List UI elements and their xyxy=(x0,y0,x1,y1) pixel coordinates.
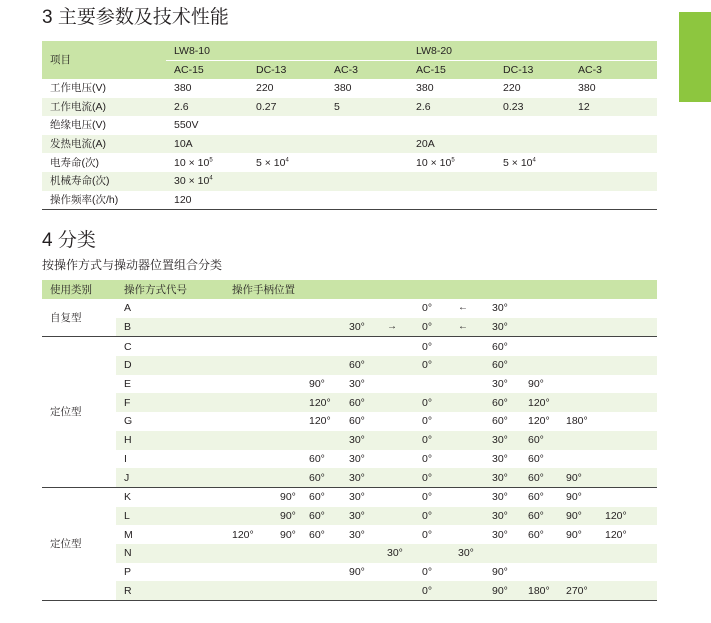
handle-position-cell xyxy=(597,563,657,582)
handle-position-cell: 90° xyxy=(558,507,597,526)
operation-code: P xyxy=(124,565,132,578)
handle-position-cell xyxy=(272,450,301,469)
direction-arrow: ← xyxy=(458,302,468,314)
handle-position-cell xyxy=(301,563,341,582)
handle-position-cell: 120° xyxy=(232,528,254,541)
handle-position-cell: 30° xyxy=(341,487,379,506)
operation-code: D xyxy=(116,356,224,375)
table-row xyxy=(42,468,657,487)
handle-position-cell xyxy=(450,468,484,487)
handle-position-cell xyxy=(414,375,450,394)
table-row xyxy=(42,431,657,450)
handle-position-cell xyxy=(597,412,657,431)
handle-position-cell: 30° xyxy=(349,452,365,465)
operation-code: L xyxy=(116,507,224,526)
handle-position-cell xyxy=(450,356,484,375)
row-label: 机械寿命(次) xyxy=(42,172,166,191)
row-label: 电寿命(次) xyxy=(50,156,99,169)
handle-position-cell: 0° xyxy=(414,393,450,412)
handle-position-cell: 30° xyxy=(349,528,365,541)
table-row xyxy=(42,356,657,375)
handle-position-cell xyxy=(597,431,657,450)
sub-header-dc-13: DC-13 xyxy=(495,61,570,80)
handle-position-cell: 30° xyxy=(492,452,508,465)
handle-position-cell: 30° xyxy=(450,544,484,563)
table-row xyxy=(42,153,657,172)
handle-position-cell xyxy=(272,393,301,412)
table-cell xyxy=(570,172,657,191)
table-row xyxy=(42,172,657,191)
table-row xyxy=(42,299,657,318)
table-row xyxy=(42,79,657,98)
handle-position-cell xyxy=(224,487,272,506)
handle-position-cell xyxy=(379,299,414,318)
table-row xyxy=(42,98,657,117)
section-4-title: 4 分类 xyxy=(42,230,96,251)
table-cell xyxy=(326,135,408,154)
handle-position-cell xyxy=(379,337,414,356)
table-cell: $5 \times 10^4$ xyxy=(503,156,536,169)
handle-position-cell: 0° xyxy=(414,318,450,337)
table-cell xyxy=(248,135,326,154)
handle-position-cell xyxy=(558,544,597,563)
handle-position-cell xyxy=(597,450,657,469)
sub-header-ac-15: AC-15 xyxy=(408,61,495,80)
table-cell: 20A xyxy=(408,135,495,154)
handle-position-cell: 120° xyxy=(605,528,627,541)
handle-position-cell xyxy=(301,431,341,450)
handle-position-cell xyxy=(301,581,341,600)
table-cell: 12 xyxy=(570,98,657,117)
table-row xyxy=(42,135,657,154)
handle-position-cell xyxy=(379,507,414,526)
handle-position-cell xyxy=(414,544,450,563)
handle-position-cell: 0° xyxy=(422,452,433,465)
direction-arrow: → xyxy=(379,318,414,337)
handle-position-cell: 30° xyxy=(341,318,379,337)
operation-code: F xyxy=(116,393,224,412)
table-cell: $30 \times 10^4$ xyxy=(166,172,248,191)
handle-position-cell xyxy=(520,337,558,356)
handle-position-cell xyxy=(558,299,597,318)
handle-position-cell xyxy=(379,356,414,375)
row-label: 操作频率(次/h) xyxy=(50,193,119,206)
table-cell xyxy=(570,153,657,172)
handle-position-cell xyxy=(558,563,597,582)
handle-position-cell: 90° xyxy=(528,378,544,391)
header-code: 操作方式代号 xyxy=(116,280,224,299)
handle-position-cell xyxy=(224,337,272,356)
handle-position-cell: 90° xyxy=(558,468,597,487)
direction-arrow: ← xyxy=(450,318,484,337)
handle-position-cell xyxy=(341,581,379,600)
handle-position-cell: 60° xyxy=(520,431,558,450)
parameters-table xyxy=(42,41,657,210)
handle-position-cell: 30° xyxy=(492,528,508,541)
table-cell: $10 \times 10^5$ xyxy=(416,156,455,169)
handle-position-cell: 30° xyxy=(484,431,520,450)
handle-position-cell: 90° xyxy=(349,565,365,578)
handle-position-cell: 120° xyxy=(528,415,550,428)
handle-position-cell: 0° xyxy=(414,337,450,356)
table-cell: $10 \times 10^5$ xyxy=(174,156,213,169)
handle-position-cell: 60° xyxy=(484,393,520,412)
handle-position-cell xyxy=(301,356,341,375)
table-cell: 220 xyxy=(503,82,521,95)
handle-position-cell: 120° xyxy=(309,415,331,428)
handle-position-cell: 90° xyxy=(309,378,325,391)
handle-position-cell: 120° xyxy=(597,507,657,526)
table-cell xyxy=(570,191,657,210)
table-row xyxy=(42,487,657,506)
table-row xyxy=(42,337,657,356)
handle-position-cell: 270° xyxy=(558,581,597,600)
handle-position-cell xyxy=(450,393,484,412)
handle-position-cell xyxy=(379,563,414,582)
sub-header-ac-3: AC-3 xyxy=(326,61,408,80)
handle-position-cell xyxy=(224,431,272,450)
handle-position-cell xyxy=(558,450,597,469)
handle-position-cell xyxy=(272,337,301,356)
handle-position-cell xyxy=(450,525,484,544)
table-cell xyxy=(326,116,408,135)
table-cell: 2.6 xyxy=(408,98,495,117)
handle-position-cell xyxy=(272,581,301,600)
handle-position-cell: 0° xyxy=(422,415,433,428)
handle-position-cell: 30° xyxy=(379,544,414,563)
handle-position-cell xyxy=(484,544,520,563)
handle-position-cell xyxy=(301,299,341,318)
handle-position-cell xyxy=(597,393,657,412)
section-3-title: 3 主要参数及技术性能 xyxy=(42,7,229,28)
handle-position-cell: 30° xyxy=(484,318,520,337)
table-cell: $5 \times 10^4$ xyxy=(256,156,289,169)
handle-position-cell xyxy=(224,299,272,318)
handle-position-cell: 0° xyxy=(422,528,433,541)
handle-position-cell: 180° xyxy=(566,415,588,428)
table-cell xyxy=(326,172,408,191)
handle-position-cell: 120° xyxy=(301,393,341,412)
handle-position-cell: 30° xyxy=(341,507,379,526)
handle-position-cell xyxy=(558,393,597,412)
handle-position-cell: 0° xyxy=(414,431,450,450)
handle-position-cell xyxy=(224,581,272,600)
handle-position-cell xyxy=(450,337,484,356)
header-handle-position: 操作手柄位置 xyxy=(224,280,657,299)
handle-position-cell: 60° xyxy=(484,337,520,356)
handle-position-cell: 180° xyxy=(520,581,558,600)
handle-position-cell xyxy=(558,318,597,337)
table-cell: 220 xyxy=(256,82,274,95)
handle-position-cell: 30° xyxy=(341,431,379,450)
handle-position-cell xyxy=(341,544,379,563)
handle-position-cell: 90° xyxy=(272,487,301,506)
handle-position-cell xyxy=(558,431,597,450)
handle-position-cell xyxy=(450,375,484,394)
handle-position-cell xyxy=(597,468,657,487)
handle-position-cell xyxy=(272,563,301,582)
handle-position-cell xyxy=(224,318,272,337)
handle-position-cell: 60° xyxy=(484,356,520,375)
table-cell xyxy=(495,172,570,191)
table-cell xyxy=(570,135,657,154)
group-header-lw8-10: LW8-10 xyxy=(166,41,408,61)
handle-position-cell: 90° xyxy=(484,581,520,600)
operation-code: I xyxy=(124,452,127,465)
handle-position-cell: 0° xyxy=(422,565,433,578)
row-label: 工作电流(A) xyxy=(42,98,166,117)
handle-position-cell xyxy=(341,299,379,318)
handle-position-cell: 0° xyxy=(414,356,450,375)
row-label: 绝缘电压(V) xyxy=(50,119,106,132)
section-color-tab xyxy=(679,12,711,102)
handle-position-cell xyxy=(520,356,558,375)
handle-position-cell xyxy=(597,299,657,318)
table-cell xyxy=(326,153,408,172)
handle-position-cell xyxy=(272,375,301,394)
classification-table xyxy=(42,280,657,601)
handle-position-cell xyxy=(272,318,301,337)
handle-position-cell: 90° xyxy=(558,487,597,506)
table-cell: 0.27 xyxy=(248,98,326,117)
category-label: 定位型 xyxy=(42,487,116,600)
handle-position-cell: 30° xyxy=(484,507,520,526)
handle-position-cell: 60° xyxy=(528,528,544,541)
handle-position-cell xyxy=(379,393,414,412)
table-cell: 5 xyxy=(326,98,408,117)
handle-position-cell xyxy=(558,356,597,375)
table-cell: 2.6 xyxy=(166,98,248,117)
handle-position-cell xyxy=(224,563,272,582)
handle-position-cell xyxy=(379,375,414,394)
row-label: 工作电压(V) xyxy=(50,82,106,95)
handle-position-cell xyxy=(450,431,484,450)
handle-position-cell xyxy=(520,299,558,318)
handle-position-cell: 0° xyxy=(414,487,450,506)
handle-position-cell: 30° xyxy=(484,468,520,487)
table-cell xyxy=(248,172,326,191)
handle-position-cell xyxy=(379,581,414,600)
table-cell xyxy=(326,191,408,210)
handle-position-cell xyxy=(450,581,484,600)
handle-position-cell xyxy=(597,356,657,375)
handle-position-cell xyxy=(272,299,301,318)
handle-position-cell xyxy=(224,507,272,526)
handle-position-cell xyxy=(341,337,379,356)
handle-position-cell xyxy=(379,487,414,506)
table-row xyxy=(42,191,657,210)
handle-position-cell xyxy=(520,318,558,337)
handle-position-cell: 30° xyxy=(349,378,365,391)
table-cell: 380 xyxy=(578,82,596,95)
handle-position-cell xyxy=(224,412,272,431)
table-row xyxy=(42,544,657,563)
handle-position-cell xyxy=(272,544,301,563)
category-label: 定位型 xyxy=(42,337,116,488)
handle-position-cell: 90° xyxy=(566,528,582,541)
handle-position-cell: 60° xyxy=(349,415,365,428)
handle-position-cell xyxy=(558,375,597,394)
handle-position-cell xyxy=(597,375,657,394)
handle-position-cell xyxy=(379,468,414,487)
operation-code: R xyxy=(116,581,224,600)
table-row xyxy=(42,393,657,412)
table-row xyxy=(42,507,657,526)
handle-position-cell xyxy=(224,544,272,563)
operation-code: M xyxy=(124,528,133,541)
handle-position-cell xyxy=(224,375,272,394)
table-cell xyxy=(495,116,570,135)
table-cell xyxy=(408,191,495,210)
table-cell: 10A xyxy=(166,135,248,154)
table-cell: 0.23 xyxy=(495,98,570,117)
handle-position-cell xyxy=(597,581,657,600)
table-cell xyxy=(248,116,326,135)
table-cell: 550V xyxy=(174,119,199,132)
table-cell xyxy=(495,191,570,210)
handle-position-cell xyxy=(520,544,558,563)
table-row xyxy=(42,116,657,135)
row-label: 发热电流(A) xyxy=(42,135,166,154)
handle-position-cell xyxy=(379,450,414,469)
operation-code: G xyxy=(124,415,133,428)
handle-position-cell xyxy=(520,563,558,582)
table-row xyxy=(42,412,657,431)
handle-position-cell: 60° xyxy=(309,452,325,465)
handle-position-cell xyxy=(597,337,657,356)
table-cell: 120 xyxy=(174,193,192,206)
handle-position-cell: 60° xyxy=(520,507,558,526)
handle-position-cell xyxy=(450,412,484,431)
handle-position-cell xyxy=(379,431,414,450)
handle-position-cell: 120° xyxy=(520,393,558,412)
table-cell xyxy=(570,116,657,135)
handle-position-cell: 60° xyxy=(301,487,341,506)
handle-position-cell: 90° xyxy=(272,507,301,526)
table-cell xyxy=(408,116,495,135)
table-row xyxy=(42,318,657,337)
handle-position-cell: 30° xyxy=(492,378,508,391)
table-cell: 380 xyxy=(334,82,352,95)
operation-code: A xyxy=(124,302,132,315)
table-cell xyxy=(408,172,495,191)
operation-code: B xyxy=(116,318,224,337)
handle-position-cell xyxy=(272,431,301,450)
handle-position-cell: 0° xyxy=(414,581,450,600)
handle-position-cell xyxy=(558,337,597,356)
handle-position-cell xyxy=(272,356,301,375)
operation-code: N xyxy=(116,544,224,563)
table-row xyxy=(42,525,657,544)
category-label: 自复型 xyxy=(42,299,116,337)
handle-position-cell xyxy=(224,356,272,375)
table-row xyxy=(42,375,657,394)
handle-position-cell xyxy=(597,487,657,506)
handle-position-cell: 60° xyxy=(309,528,325,541)
handle-position-cell: 60° xyxy=(301,507,341,526)
handle-position-cell xyxy=(450,487,484,506)
handle-position-cell xyxy=(597,318,657,337)
operation-code: J xyxy=(116,468,224,487)
handle-position-cell xyxy=(379,525,414,544)
handle-position-cell xyxy=(450,507,484,526)
table-row xyxy=(42,450,657,469)
handle-position-cell xyxy=(224,450,272,469)
handle-position-cell: 60° xyxy=(341,356,379,375)
handle-position-cell xyxy=(272,412,301,431)
table-cell xyxy=(248,191,326,210)
header-category: 使用类别 xyxy=(42,280,116,299)
handle-position-cell xyxy=(301,544,341,563)
handle-position-cell xyxy=(272,468,301,487)
handle-position-cell xyxy=(379,412,414,431)
handle-position-cell xyxy=(301,318,341,337)
section-4-subtitle: 按操作方式与操动器位置组合分类 xyxy=(42,258,223,272)
handle-position-cell: 60° xyxy=(492,415,508,428)
operation-code: C xyxy=(116,337,224,356)
group-header-lw8-20: LW8-20 xyxy=(408,41,657,61)
handle-position-cell xyxy=(224,468,272,487)
handle-position-cell xyxy=(450,450,484,469)
table-row xyxy=(42,563,657,582)
handle-position-cell: 30° xyxy=(492,302,508,315)
operation-code: K xyxy=(116,487,224,506)
handle-position-cell: 60° xyxy=(520,468,558,487)
handle-position-cell: 30° xyxy=(341,468,379,487)
handle-position-cell: 0° xyxy=(414,468,450,487)
sub-header-dc-13: DC-13 xyxy=(248,61,326,80)
table-cell: 380 xyxy=(174,82,192,95)
handle-position-cell xyxy=(224,393,272,412)
table-cell xyxy=(495,135,570,154)
item-header: 项目 xyxy=(42,41,166,79)
operation-code: E xyxy=(124,378,132,391)
handle-position-cell xyxy=(450,563,484,582)
handle-position-cell: 90° xyxy=(280,528,296,541)
handle-position-cell: 30° xyxy=(484,487,520,506)
handle-position-cell xyxy=(301,337,341,356)
handle-position-cell: 60° xyxy=(341,393,379,412)
handle-position-cell: 0° xyxy=(422,302,433,315)
handle-position-cell: 0° xyxy=(414,507,450,526)
sub-header-ac-15: AC-15 xyxy=(166,61,248,80)
handle-position-cell: 60° xyxy=(528,452,544,465)
table-cell: 380 xyxy=(416,82,434,95)
handle-position-cell: 60° xyxy=(520,487,558,506)
sub-header-ac-3: AC-3 xyxy=(570,61,657,80)
table-row xyxy=(42,581,657,600)
handle-position-cell: 90° xyxy=(492,565,508,578)
handle-position-cell: 60° xyxy=(301,468,341,487)
operation-code: H xyxy=(116,431,224,450)
handle-position-cell xyxy=(597,544,657,563)
